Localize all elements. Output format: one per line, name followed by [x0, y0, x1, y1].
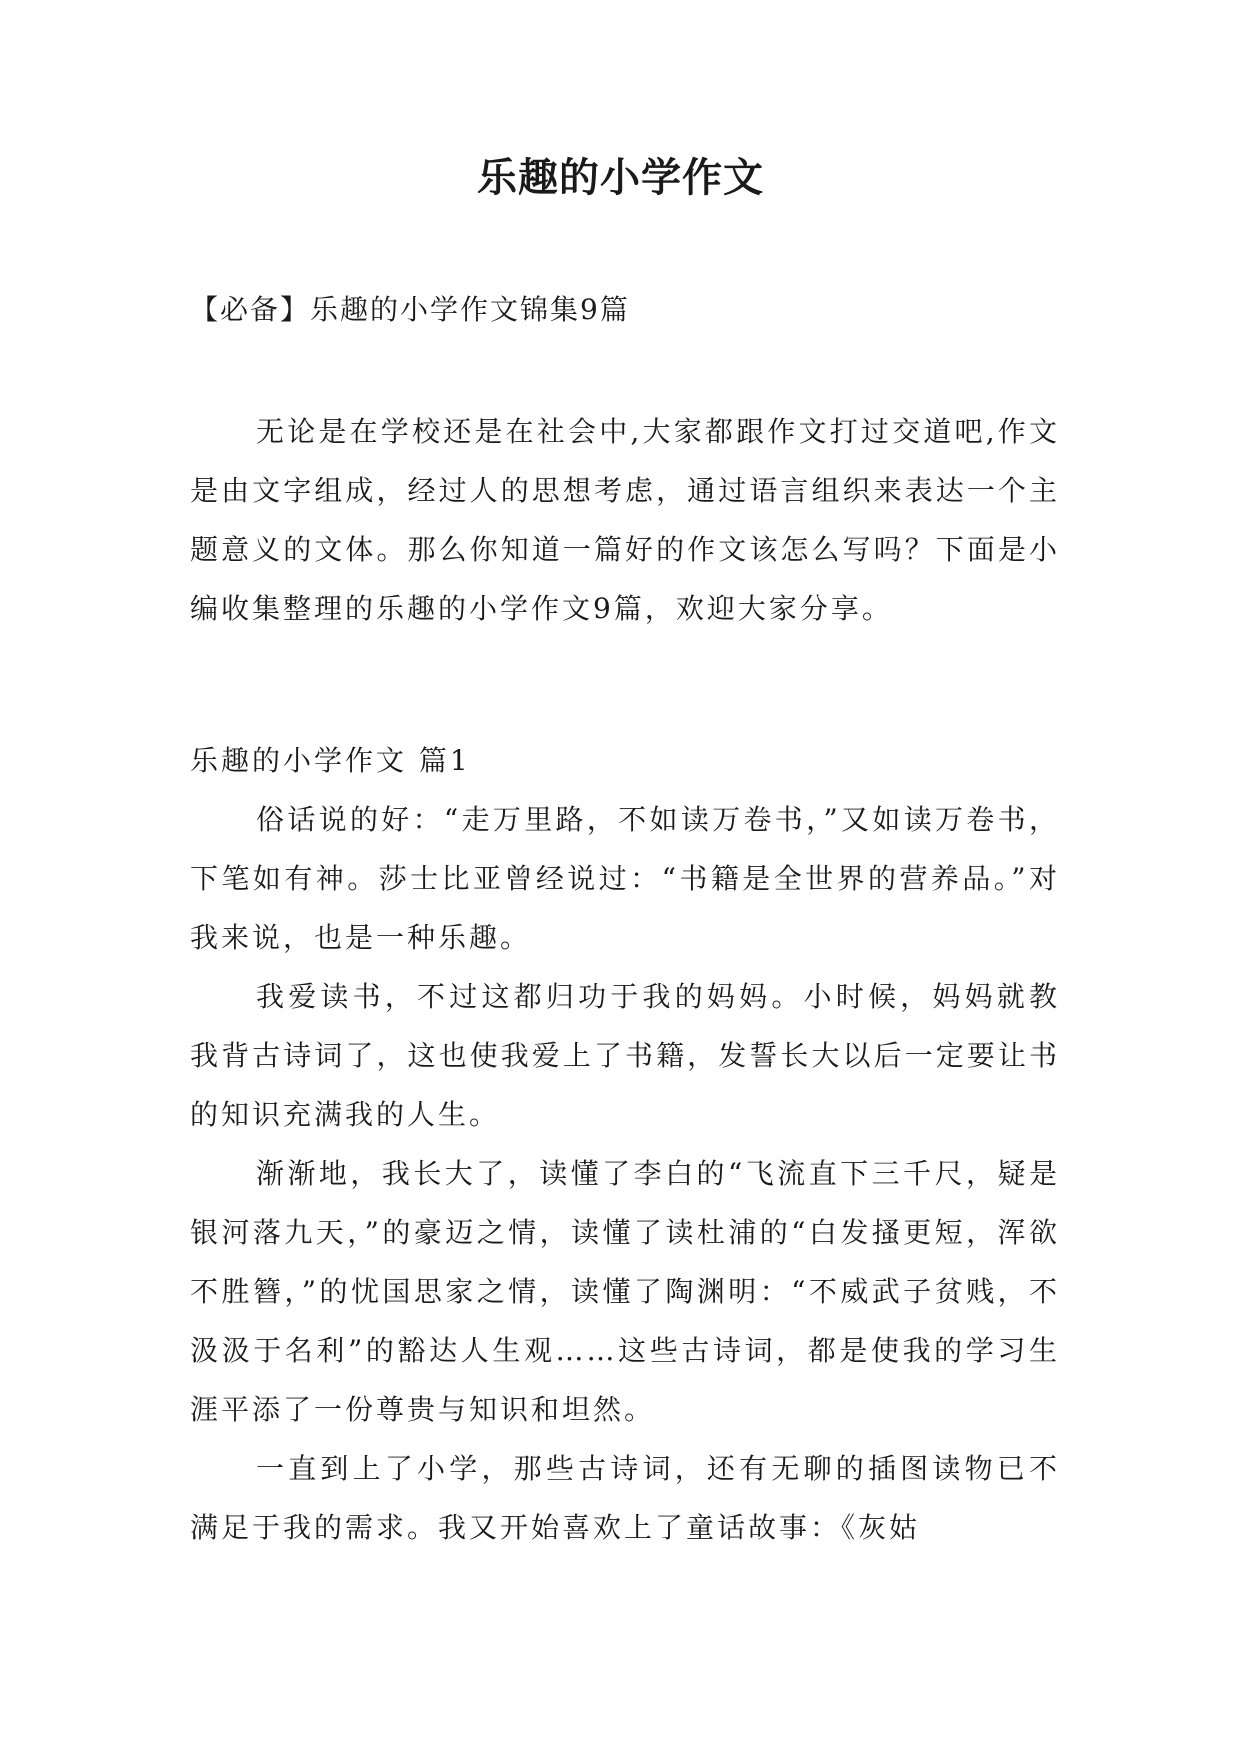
article-paragraph: 渐渐地，我长大了，读懂了李白的“飞流直下三千尺，疑是银河落九天，”的豪迈之情，读懂了读杜浦的“白发搔更短，浑欲不胜簪，”的忧国思家之情，读懂了陶渊明：“不威武子贫贱，不汲汲于名利”的豁达人生观……这些古诗词，都是使我的学习生涯平添了一份尊贵与知识和坦然。 [190, 1157, 1060, 1426]
document-title: 乐趣的小学作文 [477, 154, 764, 201]
section-heading: 乐趣的小学作文 篇1 [190, 744, 471, 777]
intro-paragraph: 无论是在学校还是在社会中,大家都跟作文打过交道吧,作文是由文字组成，经过人的思想考虑，通过语言组织来表达一个主题意义的文体。那么你知道一篇好的作文该怎么写吗？下面是小编收集整理的乐趣的小学作文9篇，欢迎大家分享。 [190, 415, 1060, 625]
article-paragraph: 俗话说的好：“走万里路，不如读万卷书，”又如读万卷书，下笔如有神。莎士比亚曾经说过：“书籍是全世界的营养品。”对我来说，也是一种乐趣。 [190, 803, 1060, 954]
intro-block [190, 402, 1060, 638]
document-subtitle: 【必备】乐趣的小学作文锦集9篇 [190, 293, 630, 326]
article-paragraph: 我爱读书，不过这都归功于我的妈妈。小时候，妈妈就教我背古诗词了，这也使我爱上了书籍，发誓长大以后一定要让书的知识充满我的人生。 [190, 980, 1060, 1131]
article-paragraph: 一直到上了小学，那些古诗词，还有无聊的插图读物已不满足于我的需求。我又开始喜欢上了童话故事：《灰姑 [190, 1452, 1060, 1544]
article-content [190, 731, 1060, 1557]
